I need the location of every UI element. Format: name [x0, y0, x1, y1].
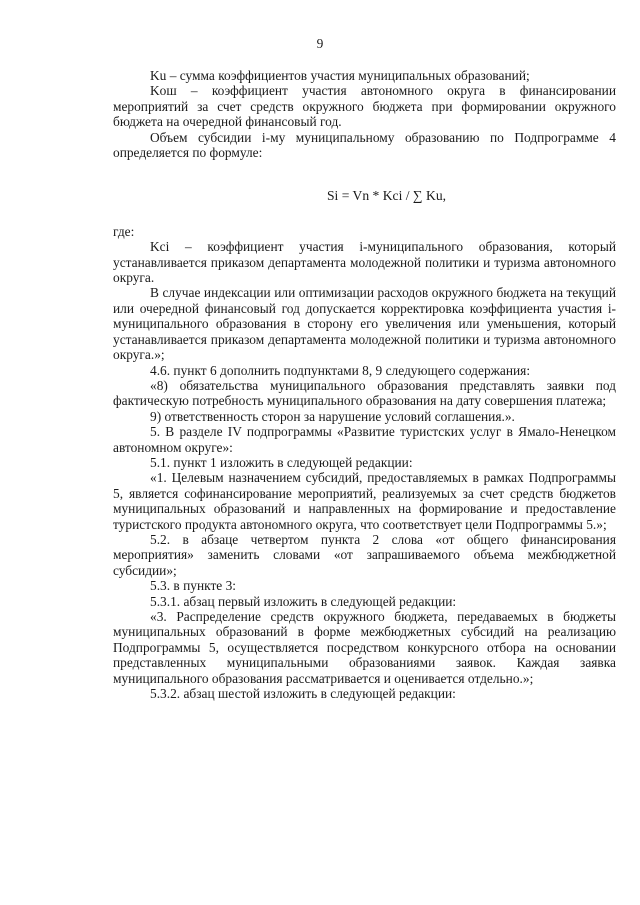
paragraph: Объем субсидии i-му муниципальному образованию по Подпрограмме 4 определяется по формуле: [113, 129, 616, 161]
paragraph: «3. Распределение средств окружного бюджета, передаваемых в бюджеты муниципальных образований в форме межбюджетных субсидий на реализацию Подпрограммы 5, осуществляется посредством конкурсного отбора на основании представленных муниципальными образованиями заявок. Каждая заявка муниципального образования рассматривается и оценивается отдельно.»; [113, 609, 616, 686]
paragraph: «1. Целевым назначением субсидий, предоставляемых в рамках Подпрограммы 5, является софинансирование мероприятий, реализуемых за счет средств бюджетов муниципальных образований и направленных на формирование и предоставление туристского продукта автономного округа, что соответствует цели Подпрограммы 5.»; [113, 470, 616, 532]
document-body [113, 64, 616, 701]
paragraph: «8) обязательства муниципального образования представлять заявки под фактическую потребность муниципального образования на дату совершения платежа; [113, 377, 616, 409]
paragraph: Ku – сумма коэффициентов участия муниципальных образований; [150, 68, 530, 83]
paragraph: 9) ответственность сторон за нарушение условий соглашения.». [150, 408, 515, 424]
page-number: 9 [316, 36, 324, 51]
paragraph: Kсi – коэффициент участия i-муниципального образования, который устанавливается приказом департамента молодежной политики и туризма автономного округа. [113, 239, 616, 286]
paragraph: 5.1. пункт 1 изложить в следующей редакции: [150, 454, 413, 470]
paragraph: 5.3.1. абзац первый изложить в следующей редакции: [150, 593, 457, 609]
paragraph: 5. В разделе IV подпрограммы «Развитие туристских услуг в Ямало-Ненецком автономном округе»: [113, 424, 616, 455]
paragraph: 5.2. в абзаце четвертом пункта 2 слова «от общего финансирования мероприятия» заменить словами «от запрашиваемого объема межбюджетной субсидии»; [113, 531, 616, 578]
paragraph: В случае индексации или оптимизации расходов окружного бюджета на текущий или очередной финансовый год допускается корректировка коэффициента участия i-муниципального образования в сторону его увеличения или уменьшения, который устанавливается приказом департамента молодежной политики и туризма автономного округа.»; [113, 285, 616, 363]
subsidy-formula: Si = Vn * Kсi / ∑ Ku, [326, 188, 447, 204]
paragraph: 4.6. пункт 6 дополнить подпунктами 8, 9 следующего содержания: [150, 362, 531, 378]
paragraph: Kош – коэффициент участия автономного округа в финансировании мероприятий за счет средств окружного бюджета при формировании окружного бюджета на очередной финансовый год. [113, 83, 616, 130]
paragraph: 5.3.2. абзац шестой изложить в следующей редакции: [150, 686, 456, 702]
paragraph: 5.3. в пункте 3: [150, 578, 237, 594]
paragraph: где: [113, 223, 135, 239]
